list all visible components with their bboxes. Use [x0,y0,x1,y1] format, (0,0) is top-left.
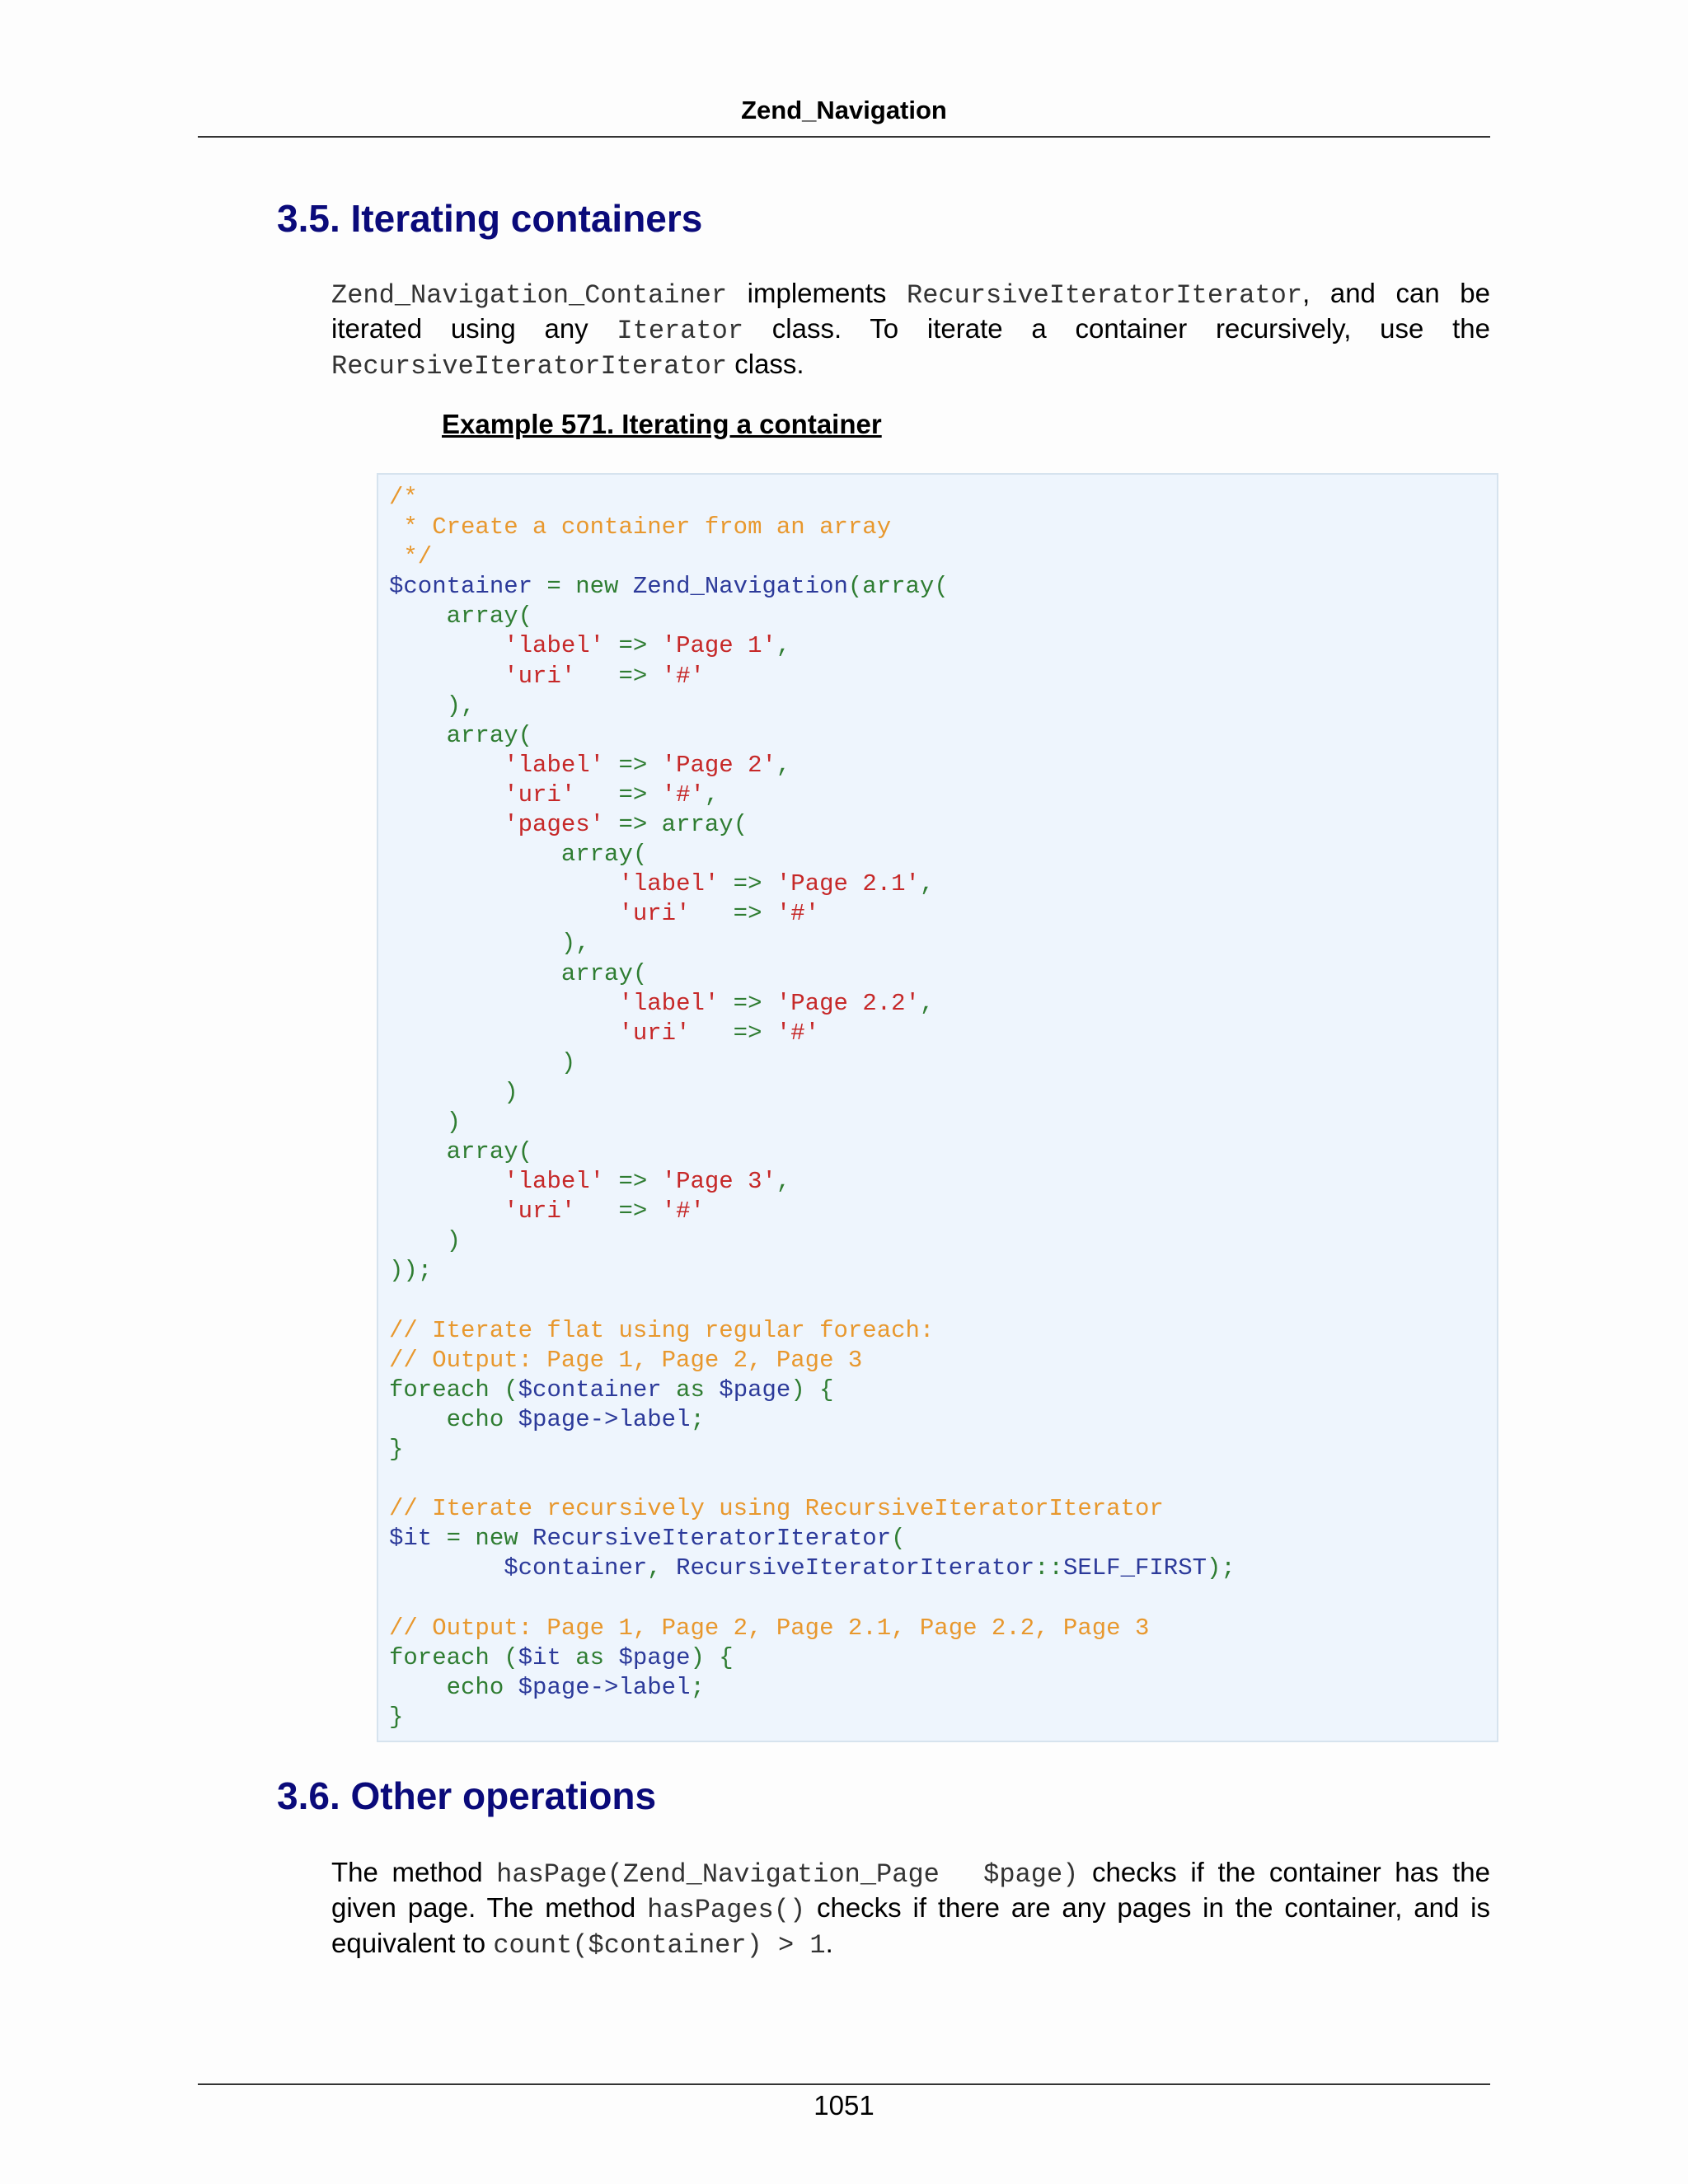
code-token: 'uri' [504,662,576,690]
code-token [389,663,504,690]
code-line [389,752,790,779]
code-line [389,543,432,570]
code-token: RecursiveIteratorIterator [532,1525,892,1553]
code-line [389,841,647,868]
code-token: 'label' [618,870,720,898]
code-token: => [575,780,662,808]
code-token [389,1554,504,1582]
code-line [389,722,532,749]
operations-paragraph [331,1856,1490,1962]
code-token: => array( [604,811,748,839]
paragraph-text: implements [727,278,907,308]
code-token: )); [389,1257,433,1285]
code-token: => [719,870,776,898]
inline-code: Iterator [617,316,744,346]
code-token: array( [389,1138,533,1166]
code-token: , [704,780,720,808]
code-token: , [919,989,935,1017]
code-token: 'Page 2' [661,751,776,779]
code-token: => [690,1019,776,1047]
code-token: 'Page 3' [661,1168,776,1196]
code-line [389,1197,705,1225]
code-token: = new [532,573,633,601]
code-token: $page->label [518,1405,691,1433]
code-token: 'label' [504,632,605,660]
code-line [389,1227,461,1254]
code-token: => [604,632,662,660]
paragraph-text: checks if the container has the given page. The method [331,1857,1490,1923]
code-token: '#' [661,662,705,690]
code-token: => [575,662,662,690]
code-token: ) [389,1227,462,1255]
code-line [389,573,949,600]
code-token: // Iterate flat using regular foreach: [389,1316,935,1344]
code-line [389,1644,734,1671]
code-token: ) { [790,1376,834,1404]
code-token: $container [504,1554,648,1582]
paragraph-text: class. To iterate a container recursively, use the [743,313,1490,344]
code-line [389,811,748,838]
inline-code: hasPages() [647,1895,806,1925]
code-token: $page->label [518,1673,691,1701]
code-token: '#' [661,780,705,808]
code-example-box [377,473,1498,1742]
code-token: 'Page 2.1' [776,870,920,898]
code-token: 'label' [504,1168,605,1196]
code-line [389,1406,705,1433]
paragraph-text: class. [727,349,804,379]
code-token: => [719,989,776,1017]
code-token: => [604,751,662,779]
code-line [389,990,934,1017]
code-token: ( [891,1525,906,1553]
code-token: array( [389,721,533,749]
code-token: 'uri' [618,1019,691,1047]
code-line [389,781,719,808]
code-token: => [604,1168,662,1196]
code-line [389,1257,432,1284]
code-token: = new [432,1525,533,1553]
code-token: as [661,1376,720,1404]
code-token: $container [389,573,533,601]
code-line [389,1436,403,1463]
code-line [389,1317,934,1344]
example-title: Example 571. Iterating a container [442,409,882,439]
code-token [389,1197,504,1225]
code-token: ), [389,691,476,719]
code-token: ), [389,930,590,958]
code-line [389,484,418,511]
code-token: 'Page 2.2' [776,989,920,1017]
paragraph-text: . [825,1928,833,1958]
code-token: * Create a container from an array [389,513,892,541]
code-line [389,1079,518,1106]
code-token: $page [618,1643,691,1671]
code-token: 'uri' [504,1197,576,1226]
code-token: } [389,1436,404,1463]
inline-code: RecursiveIteratorIterator [331,351,728,382]
code-token: as [560,1643,619,1671]
code-line [389,1019,819,1047]
code-token: , [776,632,791,660]
code-token: ) [389,1078,518,1106]
code-line [389,960,647,987]
code-token [389,811,504,838]
code-token: // Iterate recursively using RecursiveIteratorIterator [389,1495,1164,1523]
running-header: Zend_Navigation [741,96,947,124]
code-line [389,1615,1149,1642]
code-line [389,632,790,659]
code-token: ; [690,1673,705,1701]
code-token: $container [518,1376,662,1404]
code-token: RecursiveIteratorIterator [676,1554,1035,1582]
code-token: 'label' [618,989,720,1017]
code-token: , [647,1554,677,1582]
code-token: '#' [776,900,820,928]
code-token: // Output: Page 1, Page 2, Page 2.1, Page 2.2, Page 3 [389,1614,1150,1642]
code-token [389,870,618,898]
code-token: } [389,1703,404,1731]
code-line [389,1704,403,1731]
code-token: (array( [847,573,949,601]
code-token: 'Page 1' [661,632,776,660]
code-token [389,1019,618,1047]
code-line [389,692,475,719]
code-token: '#' [776,1019,820,1047]
code-token: array( [389,959,648,987]
header-rule [198,136,1490,138]
code-line [389,602,532,630]
paragraph-text: The method [331,1857,497,1887]
code-token [389,781,504,808]
code-token: '#' [661,1197,705,1226]
code-token: echo [389,1673,518,1701]
code-token: , [919,870,935,898]
paragraph-text: checks if there are any pages in the container, and is equivalent to [331,1892,1490,1958]
section-title-iterating-containers: 3.5. Iterating containers [277,197,703,240]
code-token: // Output: Page 1, Page 2, Page 3 [389,1346,863,1374]
code-token: */ [389,543,433,571]
code-token [389,1168,504,1195]
intro-paragraph [331,277,1490,383]
code-token: foreach ( [389,1376,518,1404]
inline-code: RecursiveIteratorIterator [907,280,1303,311]
code-token [389,752,504,779]
code-line [389,1108,461,1136]
code-token: array( [389,841,648,869]
code-line [389,513,891,541]
code-token: , [776,1168,791,1196]
inline-code: hasPage(Zend_Navigation_Page $page) [496,1859,1079,1890]
code-line [389,1347,862,1374]
code-line [389,663,705,690]
code-line [389,930,590,957]
code-token: ); [1207,1554,1236,1582]
code-token: array( [389,602,533,630]
code-line [389,1525,906,1552]
code-token: SELF_FIRST [1062,1554,1207,1582]
code-token: $page [719,1376,791,1404]
code-token: ; [690,1405,705,1433]
code-token: , [776,751,791,779]
code-token: foreach ( [389,1643,518,1671]
code-line [389,1049,575,1076]
inline-code: Zend_Navigation_Container [331,280,728,311]
code-token: echo [389,1405,518,1433]
code-token: ) { [690,1643,734,1671]
code-token: 'uri' [618,900,691,928]
code-line [389,1376,834,1404]
code-line [389,1554,1236,1582]
footer-rule [198,2083,1490,2085]
code-token: $it [389,1525,433,1553]
code-token: ) [389,1048,576,1076]
code-line [389,1168,790,1195]
code-token: => [690,900,776,928]
inline-code: count($container) > 1 [493,1930,826,1961]
code-line [389,870,934,898]
paragraph-text: , and can be iterated using any [331,278,1490,344]
code-line [389,1495,1164,1522]
code-token: 'uri' [504,780,576,808]
code-token: /* [389,484,418,511]
code-token [389,632,504,659]
code-token: => [575,1197,662,1226]
code-block [389,483,1236,1732]
page-number: 1051 [814,2090,874,2121]
section-title-other-operations: 3.6. Other operations [277,1774,657,1817]
code-token [389,900,618,927]
code-token: ) [389,1108,462,1136]
code-line [389,900,819,927]
code-line [389,1138,532,1165]
code-token: 'pages' [504,811,605,839]
code-token [389,990,618,1017]
code-token: :: [1034,1554,1063,1582]
code-token: Zend_Navigation [632,573,848,601]
code-token: $it [518,1643,561,1671]
code-token: 'label' [504,751,605,779]
code-line [389,1674,705,1701]
